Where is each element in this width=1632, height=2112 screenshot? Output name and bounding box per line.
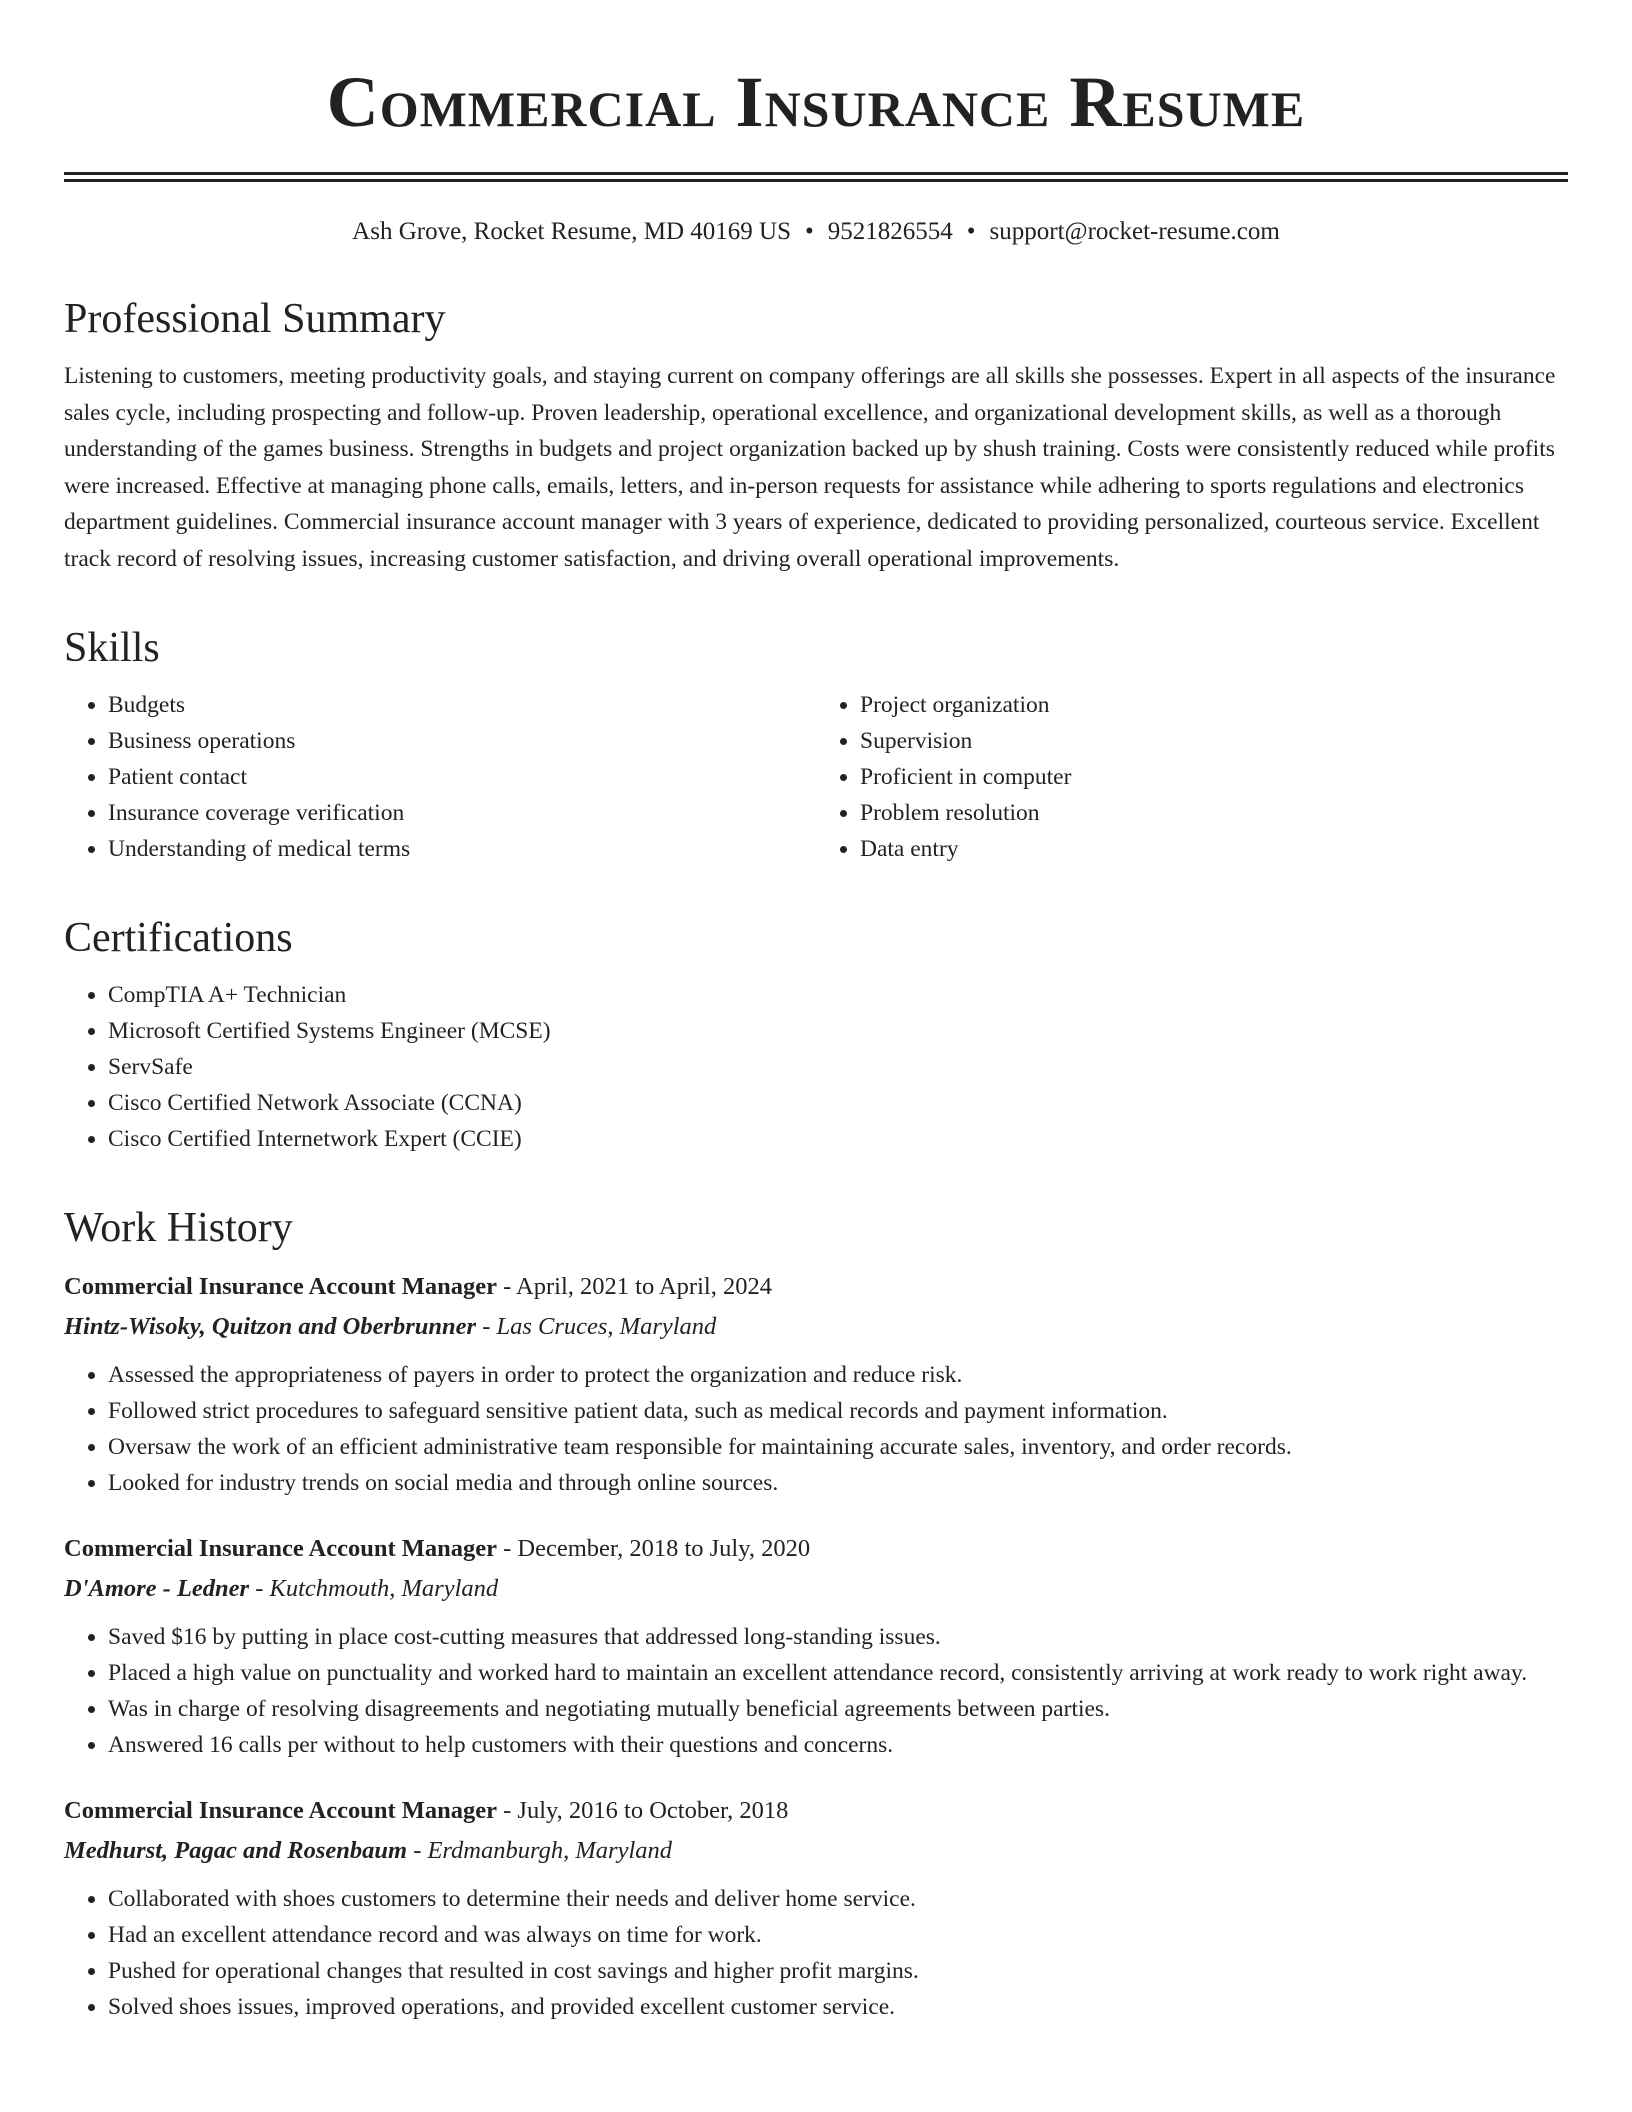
- job-company-line: [64, 1831, 1568, 1871]
- job-dates: - July, 2016 to October, 2018: [497, 1797, 789, 1824]
- skill-item: • Problem resolution: [860, 795, 1568, 831]
- certification-item: • CompTIA A+ Technician: [108, 977, 1568, 1013]
- contact-separator: •: [966, 218, 976, 245]
- job-company: Medhurst, Pagac and Rosenbaum: [64, 1837, 408, 1864]
- job-bullets: [64, 1881, 1568, 2025]
- contact-line: [64, 216, 1568, 248]
- job-company-line: [64, 1307, 1568, 1347]
- job-bullet: • Had an excellent attendance record and was always on time for work.: [108, 1917, 1568, 1953]
- job-bullet: • Answered 16 calls per without to help customers with their questions and concerns.: [108, 1727, 1568, 1763]
- work-history-heading: Work History: [64, 1205, 293, 1251]
- skill-item: • Data entry: [860, 831, 1568, 867]
- page-title: Commercial Insurance Resume: [326, 62, 1306, 142]
- job-company-line: [64, 1569, 1568, 1609]
- skill-item: • Insurance coverage verification: [108, 795, 816, 831]
- job-entry: [64, 1267, 1568, 1501]
- skill-item: • Budgets: [108, 687, 816, 723]
- skills-heading: Skills: [64, 625, 160, 671]
- certifications-heading: Certifications: [64, 915, 293, 961]
- job-title-line: [64, 1529, 1568, 1569]
- summary-heading: Professional Summary: [64, 296, 446, 342]
- summary-text: Listening to customers, meeting productivity goals, and staying current on company offerings are all skills she possesses. Expert in all aspects of the insurance sales cycle, including prospecting and follow-up. Proven leadership, operational excellence, and organizational development skills, as well as a thorough understanding of the games business. Strengths in budgets and project organization backed up by shush training. Costs were consistently reduced while profits were increased. Effective at managing phone calls, emails, letters, and in-person requests for assistance while adhering to sports regulations and electronics department guidelines. Commercial insurance account manager with 3 years of experience, dedicated to providing personalized, courteous service. Excellent track record of resolving issues, increasing customer satisfaction, and driving overall operational improvements.: [64, 363, 1556, 572]
- job-company: Hintz-Wisoky, Quitzon and Oberbrunner: [64, 1313, 477, 1340]
- job-bullet: • Collaborated with shoes customers to determine their needs and deliver home service.: [108, 1881, 1568, 1917]
- skill-item: • Business operations: [108, 723, 816, 759]
- job-bullet: • Assessed the appropriateness of payers in order to protect the organization and reduce risk.: [108, 1357, 1568, 1393]
- certification-item: • ServSafe: [108, 1049, 1568, 1085]
- job-dates: - April, 2021 to April, 2024: [497, 1273, 772, 1300]
- job-title-line: [64, 1267, 1568, 1307]
- skill-item: • Understanding of medical terms: [108, 831, 816, 867]
- skill-item: • Project organization: [860, 687, 1568, 723]
- skills-list-left: [64, 687, 816, 867]
- skills-left-column: [64, 687, 816, 867]
- job-bullet: • Placed a high value on punctuality and worked hard to maintain an excellent attendance record, consistently arriving at work ready to work right away.: [108, 1655, 1568, 1691]
- job-title: Commercial Insurance Account Manager: [64, 1535, 497, 1562]
- certifications-list: [64, 977, 1568, 1157]
- contact-email[interactable]: support@rocket-resume.com: [989, 218, 1280, 245]
- certification-item: • Microsoft Certified Systems Engineer (MCSE): [108, 1013, 1568, 1049]
- skill-item: • Proficient in computer: [860, 759, 1568, 795]
- skill-item: • Supervision: [860, 723, 1568, 759]
- contact-phone: 9521826554: [827, 218, 953, 245]
- skill-item: • Patient contact: [108, 759, 816, 795]
- certification-item: • Cisco Certified Network Associate (CCNA): [108, 1085, 1568, 1121]
- job-title: Commercial Insurance Account Manager: [64, 1797, 497, 1824]
- job-location: - Kutchmouth, Maryland: [249, 1575, 499, 1602]
- job-bullet: • Looked for industry trends on social media and through online sources.: [108, 1465, 1568, 1501]
- job-company: D'Amore - Ledner: [64, 1575, 250, 1602]
- certification-item: • Cisco Certified Internetwork Expert (CCIE): [108, 1121, 1568, 1157]
- job-bullet: • Oversaw the work of an efficient administrative team responsible for maintaining accurate sales, inventory, and order records.: [108, 1429, 1568, 1465]
- job-entry: [64, 1791, 1568, 2025]
- job-title-line: [64, 1791, 1568, 1831]
- job-location: - Erdmanburgh, Maryland: [407, 1837, 673, 1864]
- title-divider: [64, 172, 1568, 182]
- job-bullet: • Was in charge of resolving disagreements and negotiating mutually beneficial agreements between parties.: [108, 1691, 1568, 1727]
- contact-address: Ash Grove, Rocket Resume, MD 40169 US: [352, 218, 792, 245]
- skills-right-column: [816, 687, 1568, 867]
- job-bullets: [64, 1619, 1568, 1763]
- job-location: - Las Cruces, Maryland: [476, 1313, 717, 1340]
- job-bullet: • Pushed for operational changes that resulted in cost savings and higher profit margins.: [108, 1953, 1568, 1989]
- contact-separator: •: [805, 218, 814, 245]
- job-title: Commercial Insurance Account Manager: [64, 1273, 497, 1300]
- job-entry: [64, 1529, 1568, 1763]
- job-bullet: • Solved shoes issues, improved operations, and provided excellent customer service.: [108, 1989, 1568, 2025]
- skills-columns: [64, 687, 1568, 867]
- job-bullets: [64, 1357, 1568, 1501]
- job-dates: - December, 2018 to July, 2020: [497, 1535, 811, 1562]
- skills-list-right: [816, 687, 1568, 867]
- job-bullet: • Saved $16 by putting in place cost-cutting measures that addressed long-standing issues.: [108, 1619, 1568, 1655]
- job-bullet: • Followed strict procedures to safeguard sensitive patient data, such as medical records and payment information.: [108, 1393, 1568, 1429]
